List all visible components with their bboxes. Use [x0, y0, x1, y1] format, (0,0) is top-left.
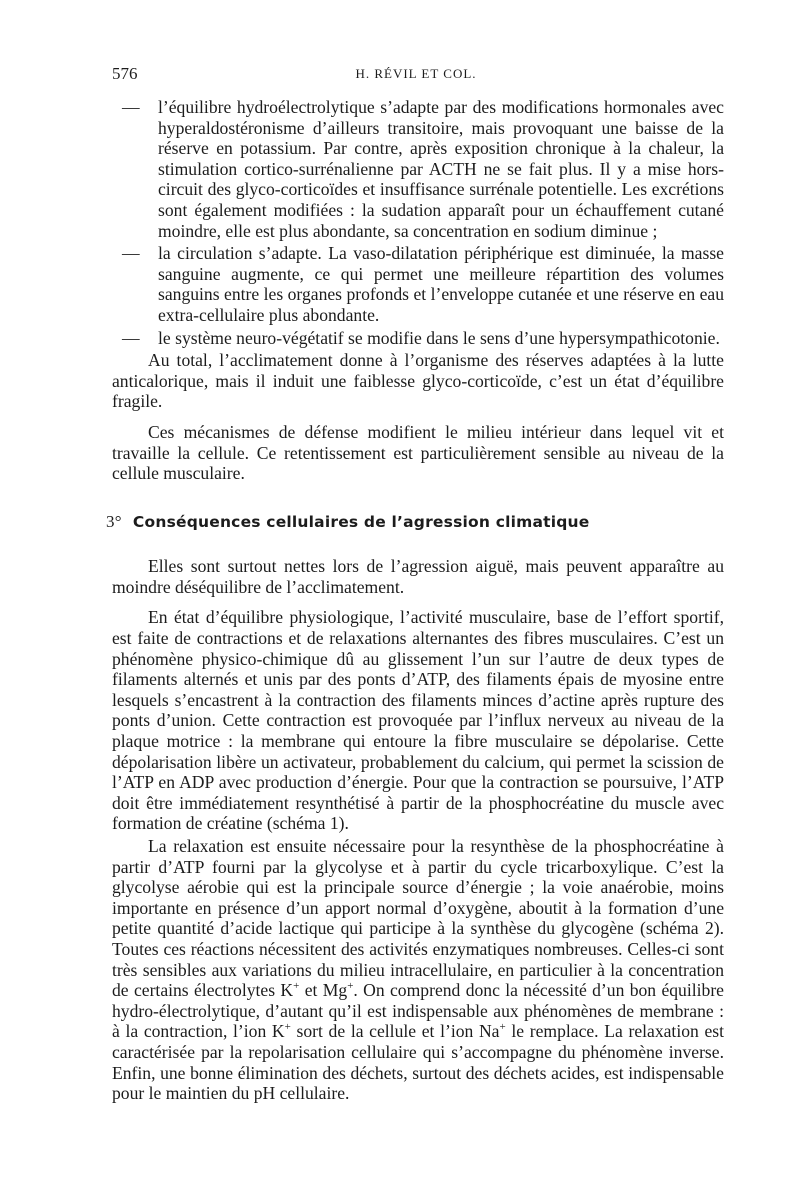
paragraph: En état d’équilibre physiologique, l’activité musculaire, base de l’effort sportif, est faite de contractions et de relaxations alternantes des fibres musculaires. C’est un phénomène physico-chimique dû au glissement l’un sur l’autre de deux types de filaments alternés et unis par des ponts d’ATP, des filaments épais de myosine entre lesquels s’encastrent à la contraction des filaments minces d’actine après rupture des ponts d’union. Cette contraction est provoquée par l’influx nerveux au niveau de la plaque motrice : la membrane qui entoure la fibre musculaire se dépolarise. Cette dépolarisation libère un activateur, probablement du calcium, qui permet la scission de l’ATP en ADP avec production d’énergie. Pour que la contraction se poursuive, l’ATP doit être immédiatement resynthétisé à partir de la phosphocréatine du muscle avec formation de créatine (schéma 1).	[112, 607, 724, 834]
section-title: Conséquences cellulaires de l’agression climatique	[132, 512, 590, 531]
list-item-text: le système neuro-végétatif se modifie dans le sens d’une hypersympathicotonie.	[158, 327, 720, 348]
paragraph-text: La relaxation est ensuite nécessaire pour la resynthèse de la phosphocréatine à partir d’ATP fourni par la glycolyse et à partir du cycle tricarboxylique. C’est la glycolyse aérobie qui est la principale source d’énergie ; la voie anaérobie, moins importante en présence d’un apport normal d’oxygène, aboutit à la formation d’une petite quantité d’acide lactique qui participe à la synthèse du glycogène (schéma 2). Toutes ces réactions nécessitent des activités enzymatiques nombreuses. Celles-ci sont très sensibles aux variations du milieu intracellulaire, en particulier à la concentration de certains électrolytes K	[112, 836, 724, 1001]
paragraph: Elles sont surtout nettes lors de l’agression aiguë, mais peuvent apparaître au moindre déséquilibre de l’acclimatement.	[112, 556, 724, 597]
paragraph	[112, 836, 724, 1104]
list-dash: —	[122, 327, 140, 348]
paragraph-text: et Mg	[299, 980, 348, 1001]
superscript-plus: +	[499, 1021, 506, 1034]
paragraph-text: sort de la cellule et l’ion Na	[290, 1021, 500, 1042]
superscript-plus: +	[293, 980, 300, 993]
list-item-text: la circulation s’adapte. La vaso-dilatation périphérique est diminuée, la masse sanguine augmente, ce qui permet une meilleure répartition des volumes sanguins entre les organes profonds et l’enveloppe cutanée et une réserve en eau extra-cellulaire plus abondante.	[158, 243, 724, 325]
section-heading	[106, 512, 724, 533]
list-item-text: l’équilibre hydroélectrolytique s’adapte par des modifications hormonales avec hyperaldostéronisme d’ailleurs transitoire, mais provoquant une baisse de la réserve en potassium. Par contre, après exposition chronique à la chaleur, la stimulation cortico-surrénalienne par ACTH ne se fait plus. Il y a mise hors-circuit des glyco-corticoïdes et insuffisance surrénale potentielle. Les excrétions sont également modifiées : la sudation apparaît pour un échauffement cutané moindre, elle est plus abondante, sa concentration en sodium diminue ;	[158, 97, 724, 241]
paragraph: Ces mécanismes de défense modifient le milieu intérieur dans lequel vit et travaille la cellule. Ce retentissement est particulièrement sensible au niveau de la cellule musculaire.	[112, 421, 724, 484]
paragraph-text: le remplace. La relaxation est caractérisée par la repolarisation cellulaire qui s’accompagne du phénomène inverse. Enfin, une bonne élimination des déchets, surtout des déchets acides, est indispensable pour le maintien du pH cellulaire.	[112, 1021, 724, 1104]
list-dash: —	[122, 97, 140, 117]
page-number: 576	[112, 64, 138, 83]
list-item	[112, 328, 724, 349]
body-text	[106, 97, 724, 1106]
running-head: H. RÉVIL ET COL.	[355, 66, 477, 81]
superscript-plus: +	[347, 980, 354, 993]
list-item	[112, 97, 724, 241]
page-header	[112, 64, 720, 86]
superscript-plus: +	[284, 1021, 291, 1034]
paragraph-text: . On comprend donc la nécessité d’un bon équilibre hydro-électrolytique, d’autant qu’il est indispensable aux phénomènes de membrane : à la contraction, l’ion K	[112, 980, 724, 1042]
list-dash: —	[122, 243, 140, 264]
list-item	[112, 243, 724, 325]
paragraph: Au total, l’acclimatement donne à l’organisme des réserves adaptées à la lutte anticalorique, mais il induit une faiblesse glyco-corticoïde, c’est un état d’équilibre fragile.	[112, 350, 724, 412]
section-number: 3°	[106, 511, 122, 531]
